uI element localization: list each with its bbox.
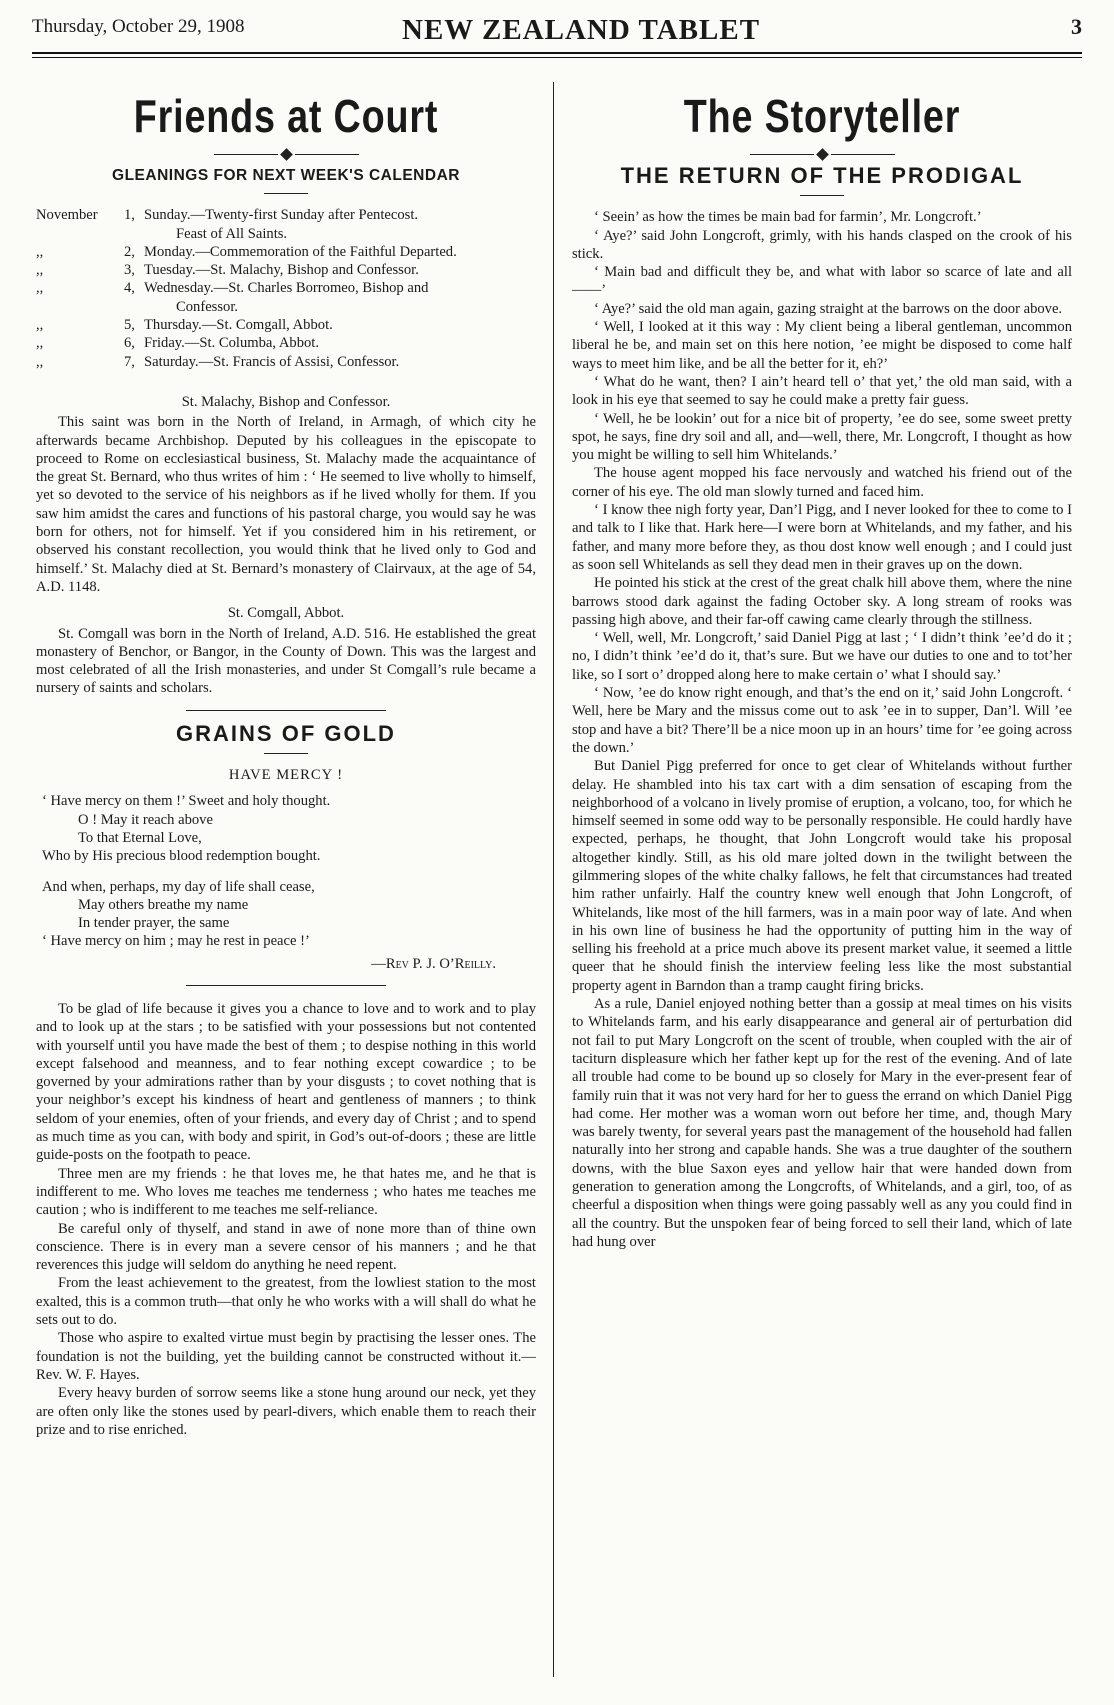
- calendar-row: ,, 6, Friday.—St. Columba, Abbot.: [36, 335, 319, 352]
- story-paragraph: ‘ Aye?’ said the old man again, gazing straight at the barrows on the door above.: [594, 300, 1063, 317]
- column-divider: [553, 82, 554, 1677]
- comgall-paragraph: St. Comgall was born in the North of Ireland, A.D. 516. He established the great monastery of Benchor, or Bangor, in the County of Down. This was the largest and most celebrated of all the Irish monasteries, and under St Comgall’s rule became a nursery of saints and scholars.: [36, 625, 536, 697]
- poem-title: HAVE MERCY !: [228, 767, 344, 784]
- calendar-row: ,, 3, Tuesday.—St. Malachy, Bishop and Confessor.: [36, 262, 419, 279]
- maxim-paragraph: Be careful only of thyself, and stand in awe of none more than of thine own conscience. There is in every man a severe censor of his manners ; and he that reverences this judge will seldom do anything he need repent.: [36, 1220, 536, 1274]
- poem-line: In tender prayer, the same: [78, 915, 230, 932]
- story-paragraph: As a rule, Daniel enjoyed nothing better than a gossip at meal times on his visits to Whitelands farm, and his early disappearance and general air of perturbation did not fail to put Mary Longcroft on the scent of trouble, when coupled with the air of taciturn displeasure which her father kept up for the rest of the evening. And of late all trouble had come to be bound up so closely for Mary in the ever-present fear of family ruin that it was not very hard for her to guess the errand on which Daniel Pigg had come. Her mother was a woman worn out before her time, and, though Mary was barely twenty, for several years past the management of the household had fallen naturally into her strong and capable hands. She was a true daughter of the southern downs, with the blue Saxon eyes and yellow hair that were handed down from generation to generation among the Longcrofts, of Whitelands, and a girl, too, of as cheerful a disposition when things were going passably well as any you could find in all the country. But the unspoken fear of being forced to sell their land, which of late had hung over: [572, 996, 1072, 1250]
- poem-line: May others breathe my name: [78, 896, 249, 913]
- section-rule: [186, 985, 386, 986]
- story-heading: THE RETURN OF THE PRODIGAL: [620, 163, 1024, 188]
- calendar-row: November 1, Sunday.—Twenty-first Sunday after Pentecost. Feast of All Saints.: [36, 207, 419, 242]
- poem-line: ‘ Have mercy on him ; may he rest in peace !’: [42, 933, 310, 950]
- section-title-friends-at-court: Friends at Court: [133, 90, 439, 142]
- story-paragraph: ‘ Now, ’ee do know right enough, and that’s the end on it,’ said John Longcroft. ‘ Well, here be Mary and the missus come out to ask ’ee in to supper, Dan’l. Will ’ee stop and have a bit? There’ll be a nice moon up in an hours’ time for ’ee going across the down.’: [572, 685, 1072, 756]
- section-title-storyteller: The Storyteller: [683, 90, 961, 142]
- story-paragraph: ‘ What do he want, then? I ain’t heard tell o’ that yet,’ the old man said, with a look in his eye that seemed to say he could make a pretty fair guess.: [572, 373, 1072, 409]
- calendar-heading: GLEANINGS FOR NEXT WEEK'S CALENDAR: [112, 167, 460, 184]
- poem-signature: —Rev P. J. O’Reilly.: [371, 955, 496, 972]
- calendar-row: ,, 5, Thursday.—St. Comgall, Abbot.: [36, 317, 333, 334]
- poem-line: And when, perhaps, my day of life shall cease,: [42, 878, 315, 895]
- malachy-paragraph: This saint was born in the North of Ireland, in Armagh, of which city he afterwards became Archbishop. Deputed by his colleagues in the episcopate to proceed to Rome on ecclesiastical business, St. Malachy made the acquaintance of the great St. Bernard, who thus writes of him : ‘ He seemed to live wholly to himself, yet so devoted to the service of his neighbors as if he lived wholly for them. If you saw him amidst the cares and functions of his pastoral charge, you would say he was born for others, not for himself. Yet if you considered him in his retirement, or observed his constant recollection, you would think that he lived only to God and himself.’ St. Malachy died at St. Bernard’s monastery of Clairvaux, at the age of 54, A.D. 1148.: [36, 414, 536, 595]
- page-number: 3: [1071, 14, 1082, 39]
- story-paragraph: ‘ Well, well, Mr. Longcroft,’ said Daniel Pigg at last ; ‘ I didn’t think ’ee’d do it ; no, I didn’t think ’ee’d do it, that’s sure. But we have our duties to one and to tot’her like, so I sort o’ dropped along here to make certain o’ what I should say.’: [572, 630, 1072, 683]
- poem-line: ‘ Have mercy on them !’ Sweet and holy thought.: [42, 793, 331, 810]
- page-header: [32, 12, 1082, 58]
- maxim-paragraph: Three men are my friends : he that loves me, he that hates me, and he that is indifferent to me. Who loves me teaches me tenderness ; who hates me teaches me caution ; who is indifferent to me teaches me self-reliance.: [36, 1165, 536, 1219]
- masthead-title: NEW ZEALAND TABLET: [402, 14, 761, 46]
- poem-line: O ! May it reach above: [78, 811, 213, 828]
- short-rule: [800, 195, 844, 196]
- maxim-paragraph: To be glad of life because it gives you a chance to love and to work and to play and to look up at the stars ; to be satisfied with your possessions but not contented with yourself until you have made the best of them ; to despise nothing in this world except falsehood and meanness, and to fear nothing except cowardice ; to be governed by your admirations rather than by your disgusts ; to covet nothing that is your neighbor’s except his kindness of heart and gentleness of manners ; to think seldom of your enemies, often of your friends, and every day of Christ ; and to spend as much time as you can, with body and spirit, in God’s out-of-doors ; these are little guide-posts on the footpath to peace.: [36, 1000, 536, 1164]
- short-rule: [264, 753, 308, 754]
- calendar-row: ,, 7, Saturday.—St. Francis of Assisi, Confessor.: [36, 353, 400, 370]
- story-paragraph: ‘ I know thee nigh forty year, Dan’l Pigg, and I never looked for thee to come to I and talk to I like that. Hark here—I were born at Whitelands, and my father, and his father, and many more before they, as thou dost know well enough ; and I could just as soon sell Whitelands as sell they dead men in their graves up on the down.: [572, 502, 1072, 573]
- calendar-list: [36, 206, 536, 371]
- malachy-heading: St. Malachy, Bishop and Confessor.: [181, 393, 391, 410]
- story-paragraph: ‘ Seein’ as how the times be main bad for farmin’, Mr. Longcroft.’: [594, 209, 982, 226]
- title-ornament: [36, 150, 536, 159]
- calendar-row: ,, 4, Wednesday.—St. Charles Borromeo, Bishop and Confessor.: [36, 280, 429, 315]
- comgall-heading: St. Comgall, Abbot.: [227, 605, 345, 622]
- left-column: [36, 88, 536, 1439]
- header-rule-thin: [32, 57, 1082, 58]
- story-paragraph: The house agent mopped his face nervously and watched his friend out of the corner of his eye. The old man slowly turned and faced him.: [572, 465, 1072, 500]
- section-rule: [186, 710, 386, 711]
- story-paragraph: ‘ Well, he be lookin’ out for a nice bit of property, ’ee do see, some sweet pretty spot, he says, fine dry soil and all, and—well, there, Mr. Longcroft, I thought as how you might be willing to sell him Whitelands.’: [572, 410, 1072, 464]
- story-paragraph: ‘ Aye?’ said John Longcroft, grimly, with his hands clasped on the crook of his stick.: [572, 227, 1072, 262]
- story-paragraph: But Daniel Pigg preferred for once to get clear of Whitelands without further delay. He shambled into his tax cart with a dim sensation of escaping from the neighborhood of a volcano in lively promise of eruption, a volcano, too, for which he himself seemed in some odd way to be personally responsible. He could hardly have expected, perhaps, he thought, that John Longcroft would take his proposal altogether kindly. Still, as his old mare jolted down in the twilight between the gilmmering slopes of the white chalky fallows, he felt that circumstances had treated him rather unfairly. Half the country knew well enough that John Longcroft, of Whitelands, like most of the hill farmers, was in a main poor way of late. And when in his own line of business he had the opportunity of putting him in the way of selling his freehold at a price much above its present market value, it seemed a little queer that he should finish the interview feeling less like the most substantial property agent in Barndon than a tramp caught firing bricks.: [572, 758, 1072, 994]
- calendar-row: ,, 2, Monday.—Commemoration of the Faithful Departed.: [36, 243, 457, 260]
- issue-date: Thursday, October 29, 1908: [32, 16, 245, 37]
- story-paragraph: ‘ Main bad and difficult they be, and what with labor so scarce of late and all——’: [572, 264, 1072, 299]
- short-rule: [264, 193, 308, 194]
- maxim-paragraph: From the least achievement to the greatest, from the lowliest station to the most exalted, this is a common truth—that only he who works with a will shall do what he sets out to do.: [36, 1275, 536, 1329]
- story-paragraph: ‘ Well, I looked at it this way : My client being a liberal gentleman, uncommon liberal he be, and main set on this here notion, ’ee might be disposed to come half ways to meet him like, and be all the better for it, eh?’: [572, 319, 1072, 372]
- maxim-paragraph: Every heavy burden of sorrow seems like a stone hung around our neck, yet they are often only like the stones used by pearl-divers, which enable them to reach their prize and to rise enriched.: [36, 1385, 536, 1438]
- story-paragraph: He pointed his stick at the crest of the great chalk hill above them, where the nine barrows stood dark against the fading October sky. A long stream of rooks was passing high above, and their far-off cawing came clearly through the stillness.: [572, 575, 1072, 628]
- poem-line: To that Eternal Love,: [78, 829, 202, 846]
- grains-heading: GRAINS OF GOLD: [176, 720, 396, 746]
- right-column: [572, 88, 1072, 1251]
- maxim-paragraph: Those who aspire to exalted virtue must begin by practising the lesser ones. The foundation is not the building, yet the building cannot be constructed without it.—Rev. W. F. Hayes.: [36, 1330, 536, 1383]
- header-rule: [32, 52, 1082, 54]
- poem: [36, 792, 536, 950]
- poem-line: Who by His precious blood redemption bought.: [42, 848, 321, 865]
- title-ornament: [572, 150, 1072, 159]
